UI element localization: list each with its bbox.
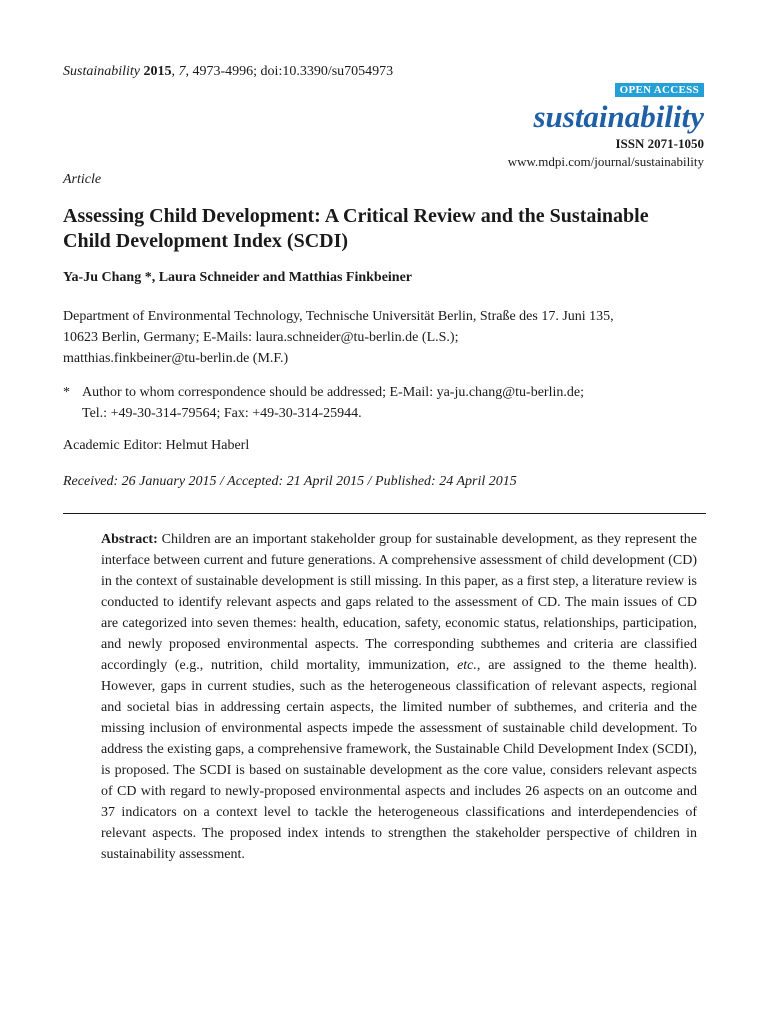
abstract	[101, 529, 697, 865]
article-title: Assessing Child Development: A Critical Review and the Sustainable Child Development Index (SCDI)	[63, 205, 649, 252]
citation-year: 2015	[143, 64, 172, 79]
citation-pages-doi: , 4973-4996; doi:10.3390/su7054973	[185, 64, 394, 79]
correspondence-note	[63, 382, 703, 424]
publication-dates: Received: 26 January 2015 / Accepted: 21 April 2015 / Published: 24 April 2015	[63, 474, 517, 489]
article-type: Article	[63, 172, 102, 187]
affiliation-line: 10623 Berlin, Germany; E-Mails: laura.schneider@tu-berlin.de (L.S.);	[63, 330, 459, 345]
citation-volume: 7	[178, 64, 186, 79]
abstract-etc: etc.	[457, 658, 477, 673]
abstract-text: Children are an important stakeholder group for sustainable development, as they represent the interface between current and future generations. A comprehensive assessment of child development (CD) in the context of sustainable development is still missing. In this paper, as a first step, a literature review is conducted to identify relevant aspects and gaps related to the assessment of CD. The main issues of CD are categorized into seven themes: health, education, safety, economic status, relationships, participation, and newly proposed environmental aspects. The corresponding subthemes and criteria are classified accordingly (e.g., nutrition, child mortality, immunization,	[101, 532, 698, 673]
affiliation-line: matthias.finkbeiner@tu-berlin.de (M.F.)	[63, 351, 289, 366]
abstract-text: , are assigned to the theme health). However, gaps in current studies, such as the heterogeneous classification of relevant aspects, regional and societal bias in addressing certain aspects, the limited number of subthemes, and criteria and the missing inclusion of environmental aspects impede the assessment of sustainable child development. To address the existing gaps, a comprehensive framework, the Sustainable Child Development Index (SCDI), is proposed. The SCDI is based on sustainable development as the core value, considers relevant aspects of CD with regard to newly-proposed environmental aspects and includes 26 aspects on an outcome and 37 indicators on a context level to tackle the heterogeneous classifications and interdependencies of relevant aspects. The proposed index intends to strengthen the stakeholder perspective of children in sustainability assessment.	[101, 658, 697, 862]
journal-url: www.mdpi.com/journal/sustainability	[507, 154, 704, 169]
citation-journal: Sustainability	[63, 64, 140, 79]
citation-line: Sustainability 2015, 7, 4973-4996; doi:10.3390/su7054973	[63, 64, 394, 79]
affiliation	[63, 306, 703, 369]
correspondence-phone: Tel.: +49-30-314-79564; Fax: +49-30-314-25944.	[82, 406, 362, 421]
affiliation-line: Department of Environmental Technology, Technische Universität Berlin, Straße des 17. Juni 135,	[63, 309, 614, 324]
correspondence-line: Author to whom correspondence should be addressed; E-Mail: ya-ju.chang@tu-berlin.de;	[82, 385, 584, 400]
journal-masthead	[424, 80, 704, 171]
abstract-label: Abstract:	[101, 532, 158, 547]
open-access-badge: OPEN ACCESS	[615, 83, 704, 97]
issn: ISSN 2071-1050	[615, 136, 704, 151]
section-divider	[63, 513, 706, 514]
correspondence-marker: *	[63, 385, 70, 400]
journal-logo-text: sustainability	[533, 99, 704, 134]
academic-editor: Academic Editor: Helmut Haberl	[63, 438, 250, 453]
author-list: Ya-Ju Chang *, Laura Schneider and Matthias Finkbeiner	[63, 270, 413, 285]
